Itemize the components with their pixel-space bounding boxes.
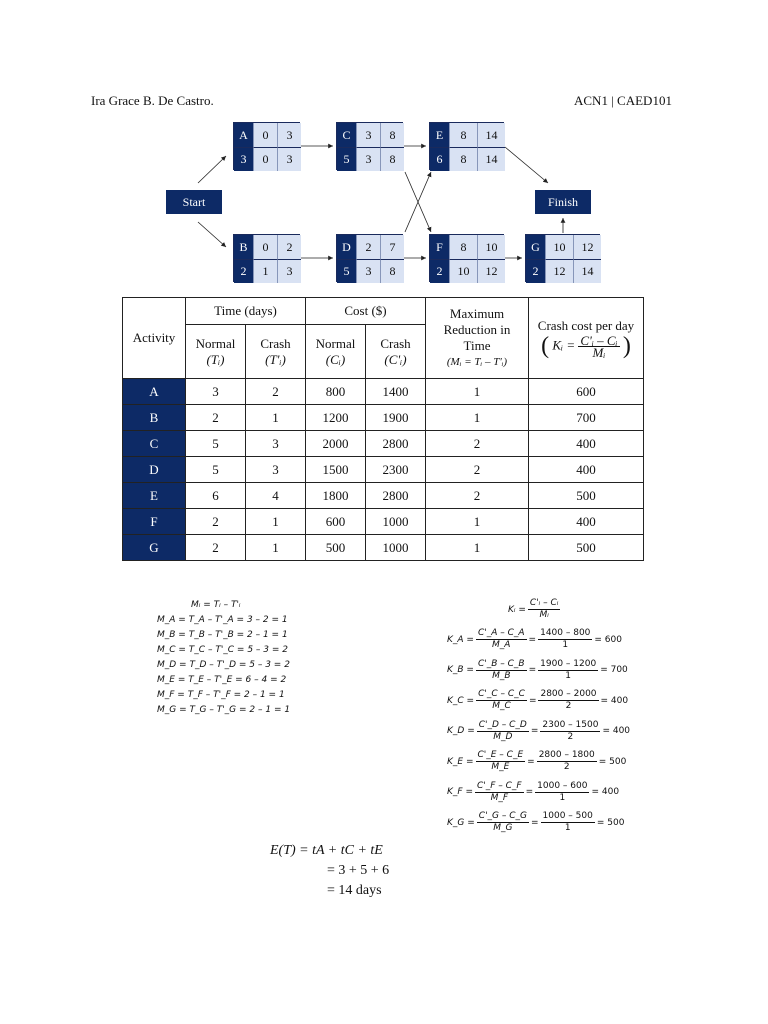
k-lhs: K_A =	[447, 634, 474, 645]
table-cell: 2800	[366, 483, 426, 509]
table-cell: 1800	[306, 483, 366, 509]
table-cell: 1900	[366, 405, 426, 431]
k-numerator: C'_C – C_C	[478, 689, 525, 699]
table-body	[123, 379, 644, 561]
node-id: D	[337, 235, 356, 259]
table-cell: 2	[426, 431, 529, 457]
node-ef: 3	[277, 123, 301, 147]
node-ef: 12	[573, 235, 601, 259]
m-equation: M_D = T_D – T'_D = 5 – 3 = 2	[157, 660, 290, 670]
k-value-denominator: 2	[565, 701, 572, 711]
table-row	[123, 379, 644, 405]
node-lf: 3	[277, 147, 301, 171]
table-cell: 3	[246, 457, 306, 483]
col-max-reduction	[426, 298, 529, 379]
table-cell: 5	[186, 431, 246, 457]
node-ls: 10	[449, 259, 477, 283]
node-es: 2	[356, 235, 380, 259]
node-es: 3	[356, 123, 380, 147]
table-cell: 4	[246, 483, 306, 509]
activity-cell: C	[123, 431, 186, 457]
table-cell: 2	[426, 483, 529, 509]
node-duration: 3	[234, 147, 253, 171]
node-ls: 8	[449, 147, 477, 171]
table-cell: 500	[529, 535, 644, 561]
activity-cell: B	[123, 405, 186, 431]
expected-time-line1: E(T) = tA + tC + tE	[270, 843, 383, 858]
crash-symbol: (T'ᵢ)	[265, 351, 286, 367]
k-lhs: K_G =	[447, 817, 475, 828]
node-ls: 1	[253, 259, 277, 283]
k-value-denominator: 1	[559, 792, 566, 803]
k-equation: K_A = $\frac{C'\_A - C\_A}{M\_A}$ = $\frac{1400 - 800}{1}$ = 600	[447, 628, 622, 650]
node-es: 8	[449, 235, 477, 259]
node-id: F	[430, 235, 449, 259]
m-equation: M_C = T_C – T'_C = 5 – 3 = 2	[157, 645, 288, 655]
m-equations	[157, 598, 290, 718]
node-id: C	[337, 123, 356, 147]
node-lf: 8	[380, 259, 404, 283]
node-es: 0	[253, 235, 277, 259]
formula-lhs: Kᵢ =	[552, 337, 576, 353]
k-lhs: K_F =	[447, 787, 473, 797]
table-cell: 3	[186, 379, 246, 405]
node-lf: 8	[380, 147, 404, 171]
table-row	[123, 509, 644, 535]
k-denominator: M_D	[493, 731, 513, 742]
node-ls: 12	[545, 259, 573, 283]
normal-symbol: (Tᵢ)	[206, 351, 225, 367]
k-denominator: M_F	[490, 792, 509, 803]
k-general-denominator: Mᵢ	[539, 610, 549, 620]
table-cell: 400	[529, 457, 644, 483]
activity-cell: F	[123, 509, 186, 535]
k-equation: K_F = $\frac{C'\_F - C\_F}{M\_F}$ = $\frac{1000 - 600}{1}$ = 400	[447, 780, 620, 803]
node-id: E	[430, 123, 449, 147]
max-reduction-label: Maximum Reduction in Time	[443, 306, 511, 353]
node-es: 10	[545, 235, 573, 259]
table-cell: 1	[426, 509, 529, 535]
node-es: 0	[253, 123, 277, 147]
k-denominator: M_G	[493, 823, 513, 833]
k-result: = 400	[600, 695, 629, 706]
k-equation: K_B = $\frac{C'\_B - C\_B}{M\_B}$ = $\frac{1900 - 1200}{1}$ = 700	[447, 658, 628, 681]
node-lf: 14	[477, 147, 505, 171]
table-row	[123, 535, 644, 561]
table-cell: 1	[246, 405, 306, 431]
table-cell: 2	[246, 379, 306, 405]
table-row	[123, 483, 644, 509]
table-cell: 5	[186, 457, 246, 483]
node-duration: 2	[526, 259, 545, 283]
table-cell: 500	[529, 483, 644, 509]
k-value-denominator: 1	[565, 670, 572, 681]
k-denominator: M_B	[492, 670, 511, 681]
table-cell: 2300	[366, 457, 426, 483]
node-lf: 14	[573, 259, 601, 283]
node-e	[429, 122, 504, 170]
table-cell: 2	[426, 457, 529, 483]
table-cell: 500	[306, 535, 366, 561]
activity-cell: G	[123, 535, 186, 561]
col-crash-cost-per-day	[529, 298, 644, 379]
node-es: 8	[449, 123, 477, 147]
k-lhs: K_B =	[447, 665, 474, 675]
col-group-cost: Cost ($)	[306, 298, 426, 325]
m-equation: M_A = T_A – T'_A = 3 – 2 = 1	[157, 615, 288, 625]
node-a	[233, 122, 300, 170]
k-value-denominator: 1	[564, 823, 571, 833]
table-cell: 1	[426, 379, 529, 405]
node-duration: 2	[234, 259, 253, 283]
node-ef: 7	[380, 235, 404, 259]
k-numerator: C'_D – C_D	[478, 719, 527, 730]
k-equation: K_C = $\frac{C'\_C - C\_C}{M\_C}$ = $\frac{2800 - 2000}{2}$ = 400	[447, 689, 629, 711]
k-numerator: C'_B – C_B	[477, 658, 525, 669]
node-ef: 10	[477, 235, 505, 259]
col-cost-crash	[366, 325, 426, 379]
table-cell: 600	[306, 509, 366, 535]
node-duration: 6	[430, 147, 449, 171]
crash-cost-formula: ( Kᵢ = $\frac{\text{C'ᵢ – Cᵢ}}{\text{Mᵢ}}$ )	[541, 333, 631, 360]
k-denominator: M_A	[492, 640, 511, 650]
node-duration: 2	[430, 259, 449, 283]
k-result: = 400	[602, 726, 631, 736]
k-general-numerator: C'ᵢ – Cᵢ	[529, 598, 559, 608]
arrow-start-b	[198, 222, 226, 247]
node-ls: 3	[356, 259, 380, 283]
formula-denominator: Mᵢ	[592, 345, 606, 360]
table-cell: 2	[186, 509, 246, 535]
col-activity: Activity	[123, 298, 186, 379]
node-ls: 3	[356, 147, 380, 171]
k-value-numerator: 1000 – 500	[542, 811, 593, 821]
col-group-time: Time (days)	[186, 298, 306, 325]
table-cell: 1400	[366, 379, 426, 405]
table-row	[123, 457, 644, 483]
max-reduction-formula: (Mᵢ = Tᵢ – T'ᵢ)	[446, 356, 508, 368]
node-duration: 5	[337, 147, 356, 171]
author-name: Ira Grace B. De Castro.	[91, 93, 214, 108]
node-ef: 8	[380, 123, 404, 147]
node-id: B	[234, 235, 253, 259]
table-cell: 800	[306, 379, 366, 405]
node-lf: 12	[477, 259, 505, 283]
normal-label: Normal	[315, 335, 356, 351]
k-value-numerator: 1900 – 1200	[540, 658, 597, 669]
k-result: = 400	[591, 787, 620, 797]
k-equation: K_E = $\frac{C'\_E - C\_E}{M\_E}$ = $\frac{2800 - 1800}{2}$ = 500	[447, 750, 627, 772]
col-time-crash	[246, 325, 306, 379]
normal-symbol: (Cᵢ)	[325, 351, 346, 367]
table-cell: 1	[246, 509, 306, 535]
crash-label: Crash	[260, 335, 291, 351]
finish-node: Finish	[535, 190, 591, 214]
table-cell: 3	[246, 431, 306, 457]
normal-label: Normal	[195, 335, 236, 351]
start-node: Start	[166, 190, 222, 214]
k-numerator: C'_G – C_G	[478, 811, 527, 821]
k-denominator: M_E	[491, 762, 510, 772]
k-value-denominator: 2	[563, 762, 570, 772]
k-general-lhs: Kᵢ =	[508, 604, 526, 615]
table-cell: 2	[186, 405, 246, 431]
k-denominator: M_C	[492, 701, 511, 711]
m-equation: M_G = T_G – T'_G = 2 – 1 = 1	[157, 705, 291, 715]
table-cell: 600	[529, 379, 644, 405]
crash-cost-label: Crash cost per day	[537, 318, 635, 333]
table-cell: 1	[426, 535, 529, 561]
arrow-start-a	[198, 156, 226, 183]
table-cell: 2800	[366, 431, 426, 457]
node-lf: 3	[277, 259, 301, 283]
k-value-denominator: 1	[562, 640, 569, 650]
course-code: ACN1 | CAED101	[574, 93, 672, 108]
table-cell: 1200	[306, 405, 366, 431]
expected-time-line3: = 14 days	[327, 883, 382, 898]
m-equation: M_B = T_B – T'_B = 2 – 1 = 1	[157, 630, 288, 640]
expected-time-line2: = 3 + 5 + 6	[327, 863, 390, 878]
m-equation: M_E = T_E – T'_E = 6 – 4 = 2	[157, 675, 287, 685]
table-row	[123, 431, 644, 457]
table-cell: 1500	[306, 457, 366, 483]
table-row	[123, 405, 644, 431]
k-numerator: C'_E – C_E	[477, 750, 524, 760]
table-cell: 400	[529, 509, 644, 535]
k-value-numerator: 1400 – 800	[540, 628, 591, 638]
node-c	[336, 122, 403, 170]
node-b	[233, 234, 300, 282]
activity-cell: D	[123, 457, 186, 483]
activity-cell: E	[123, 483, 186, 509]
table-cell: 1000	[366, 509, 426, 535]
arrow-e-finish	[505, 147, 548, 183]
table-cell: 700	[529, 405, 644, 431]
node-g	[525, 234, 600, 282]
k-value-numerator: 2300 – 1500	[542, 719, 599, 730]
k-result: = 500	[598, 756, 627, 767]
table-cell: 1000	[366, 535, 426, 561]
k-value-numerator: 2800 – 1800	[538, 750, 595, 760]
table-cell: 1	[426, 405, 529, 431]
activity-cell: A	[123, 379, 186, 405]
col-cost-normal	[306, 325, 366, 379]
k-result: = 600	[594, 634, 622, 645]
table-cell: 2	[186, 535, 246, 561]
table-cell: 1	[246, 535, 306, 561]
col-time-normal	[186, 325, 246, 379]
node-f	[429, 234, 504, 282]
crash-label: Crash	[380, 335, 411, 351]
formula-numerator: C'ᵢ – Cᵢ	[580, 333, 618, 348]
k-result: = 700	[600, 665, 628, 675]
node-id: A	[234, 123, 253, 147]
k-value-numerator: 2800 – 2000	[540, 689, 597, 699]
k-lhs: K_E =	[447, 756, 474, 767]
node-ef: 14	[477, 123, 505, 147]
table-cell: 400	[529, 431, 644, 457]
k-general	[508, 598, 562, 621]
crash-cost-table	[122, 297, 644, 561]
m-general-equation: Mᵢ = Tᵢ – T'ᵢ	[191, 600, 241, 610]
table-cell: 6	[186, 483, 246, 509]
k-equation: K_G = $\frac{C'\_G - C\_G}{M\_G}$ = $\frac{1000 - 500}{1}$ = 500	[447, 811, 625, 833]
k-lhs: K_C =	[447, 695, 475, 706]
table-cell: 2000	[306, 431, 366, 457]
k-equation: K_D = $\frac{C'\_D - C\_D}{M\_D}$ = $\frac{2300 - 1500}{2}$ = 400	[447, 719, 631, 742]
node-ef: 2	[277, 235, 301, 259]
node-ls: 0	[253, 147, 277, 171]
node-id: G	[526, 235, 545, 259]
k-numerator: C'_A – C_A	[477, 628, 525, 638]
k-value-denominator: 2	[567, 731, 574, 742]
node-duration: 5	[337, 259, 356, 283]
m-equation: M_F = T_F – T'_F = 2 – 1 = 1	[157, 690, 285, 700]
k-numerator: C'_F – C_F	[476, 780, 522, 791]
crash-symbol: (C'ᵢ)	[384, 351, 407, 367]
node-d	[336, 234, 403, 282]
k-value-numerator: 1000 – 600	[537, 780, 588, 791]
k-lhs: K_D =	[447, 726, 475, 736]
k-result: = 500	[596, 817, 625, 828]
